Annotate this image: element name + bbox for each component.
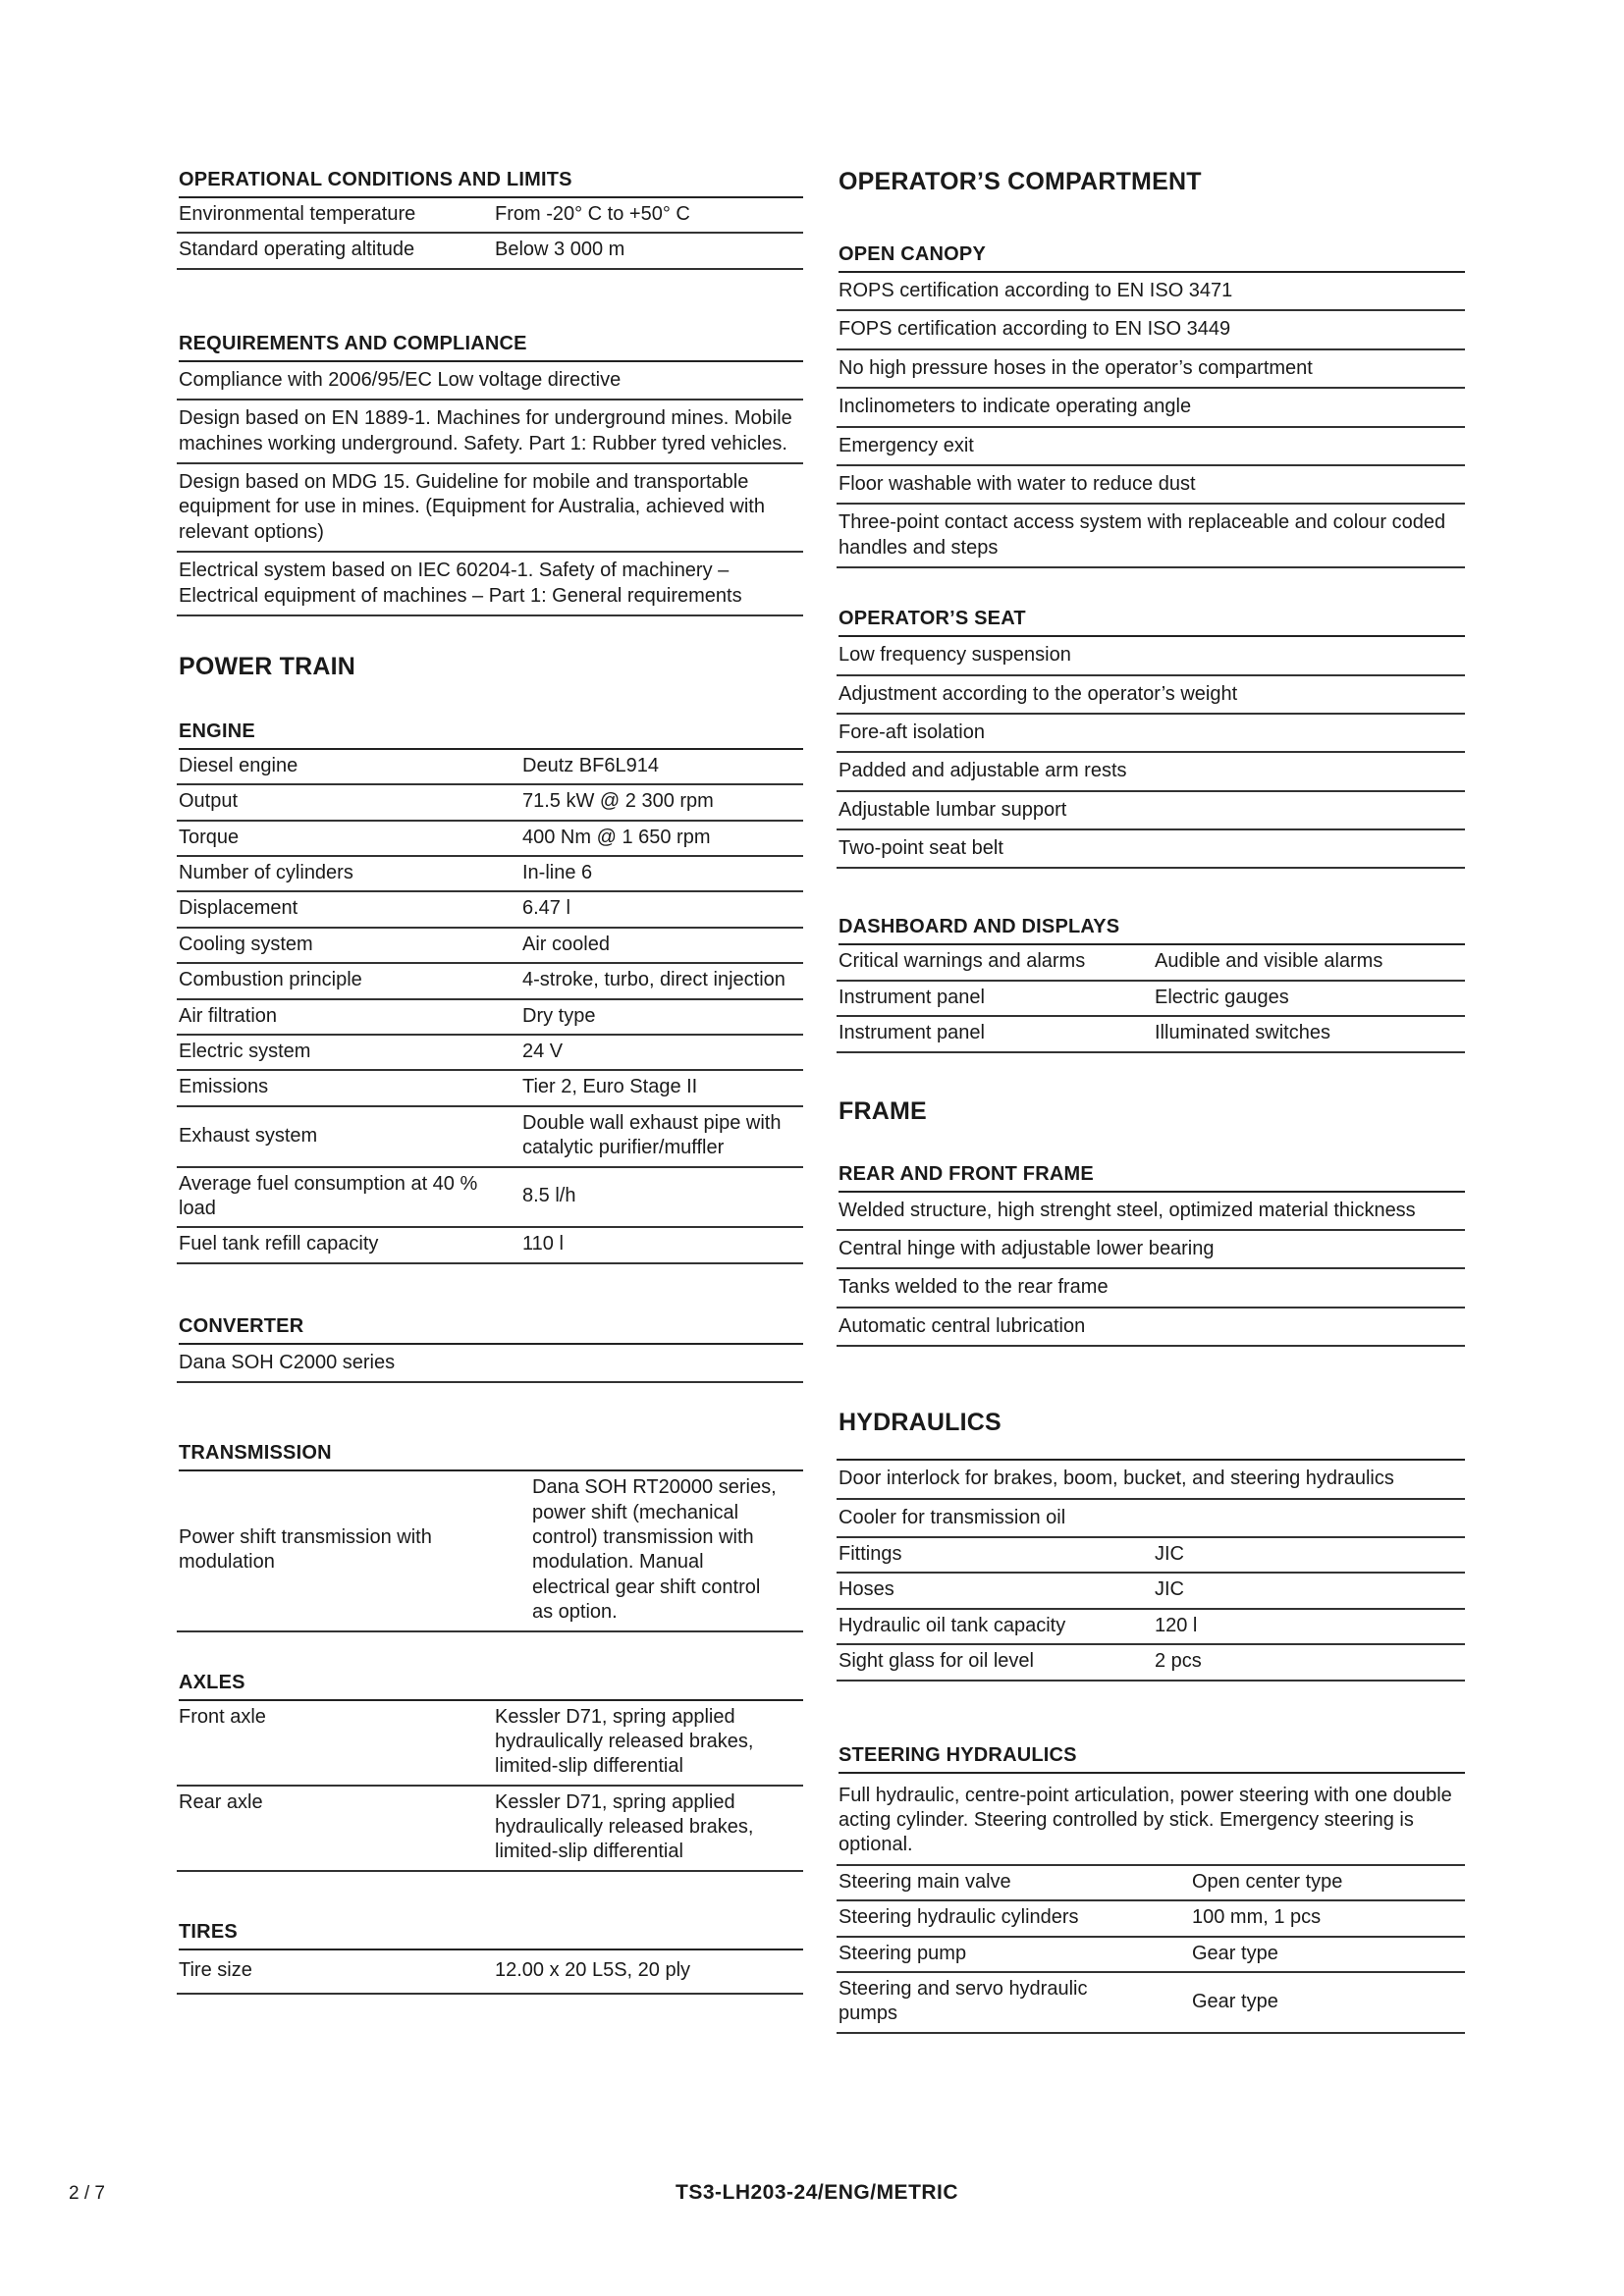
list-item: Door interlock for brakes, boom, bucket, and steering hydraulics [837,1461,1465,1499]
list-item: ROPS certification according to EN ISO 3471 [837,273,1465,311]
list-item: Low frequency suspension [837,637,1465,675]
table-row: Power shift transmission with modulation Dana SOH RT20000 series, power shift (mechanical control) transmission with modulation. Manual electrical gear shift control as option. [177,1471,803,1630]
list-item: Fore-aft isolation [837,715,1465,753]
spec-table [177,1950,803,1995]
section-title: DASHBOARD AND DISPLAYS [839,914,1465,945]
section-title: STEERING HYDRAULICS [839,1742,1465,1774]
spec-table [177,1471,803,1631]
table-row: Diesel engine Deutz BF6L914 [177,750,803,784]
list-item: Two-point seat belt [837,830,1465,869]
section-title: REAR AND FRONT FRAME [839,1161,1465,1193]
table-row: Hoses JIC [837,1573,1465,1608]
table-row: Combustion principle 4-stroke, turbo, direct injection [177,963,803,998]
list-item: Electrical system based on IEC 60204-1. Safety of machinery – Electrical equipment of machines – Part 1: General requirements [177,553,803,616]
table-row: Critical warnings and alarms Audible and visible alarms [837,945,1465,980]
list-item: Three-point contact access system with replaceable and colour coded handles and steps [837,505,1465,568]
table-row: Rear axle Kessler D71, spring applied hydraulically released brakes, limited-slip differential [177,1786,803,1871]
tires-section [177,1919,803,1995]
table-row: Hydraulic oil tank capacity 120 l [837,1609,1465,1644]
axles-section [177,1670,803,1872]
list-item: No high pressure hoses in the operator’s compartment [837,350,1465,389]
table-row: Steering pump Gear type [837,1937,1465,1972]
table-row: Exhaust system Double wall exhaust pipe with catalytic purifier/muffler [177,1106,803,1167]
document-code: TS3-LH203-24/ENG/METRIC [676,2181,959,2204]
section-title: TIRES [179,1919,803,1950]
section-title: OPEN CANOPY [839,241,1465,273]
list-item: Padded and adjustable arm rests [837,753,1465,791]
table-row: Front axle Kessler D71, spring applied hydraulically released brakes, limited-slip differential [177,1701,803,1786]
table-row: Average fuel consumption at 40 % load 8.5 l/h [177,1167,803,1228]
table-row: Steering and servo hydraulic pumps Gear type [837,1972,1465,2033]
power-train-title: POWER TRAIN [179,652,355,680]
frame-title: FRAME [839,1096,927,1125]
section-title: ENGINE [179,719,803,750]
dashboard-section [837,914,1465,1052]
spec-table [837,1538,1465,1682]
table-row: Cooling system Air cooled [177,928,803,963]
table-row: Instrument panel Electric gauges [837,981,1465,1016]
list-item: Adjustment according to the operator’s weight [837,676,1465,715]
table-row: Number of cylinders In-line 6 [177,856,803,891]
seat-section [837,606,1465,869]
list-item: Cooler for transmission oil [837,1500,1465,1538]
list-item: Design based on EN 1889-1. Machines for underground mines. Mobile machines working underground. Safety. Part 1: Rubber tyred vehicles. [177,400,803,464]
list-item: Dana SOH C2000 series [177,1345,803,1383]
table-row: Fittings JIC [837,1538,1465,1573]
table-row: Standard operating altitude Below 3 000 m [177,233,803,268]
list-item: Inclinometers to indicate operating angle [837,389,1465,427]
list-item: Central hinge with adjustable lower bearing [837,1231,1465,1269]
table-row: Displacement 6.47 l [177,891,803,927]
table-row: Environmental temperature From -20° C to +50° C [177,198,803,233]
section-title: CONVERTER [179,1313,803,1345]
list-item: Full hydraulic, centre-point articulation, power steering with one double acting cylinder. Steering controlled by stick. Emergency steering is optional. [837,1774,1465,1866]
section-title: REQUIREMENTS AND COMPLIANCE [179,331,803,362]
table-row: Fuel tank refill capacity 110 l [177,1227,803,1262]
right-column [837,167,1465,2034]
requirements-section [177,331,803,616]
list-item: Floor washable with water to reduce dust [837,466,1465,505]
spec-table [177,1701,803,1872]
table-row: Air filtration Dry type [177,999,803,1035]
transmission-section [177,1440,803,1631]
converter-section [177,1313,803,1383]
table-row: Torque 400 Nm @ 1 650 rpm [177,821,803,856]
section-title: OPERATOR’S SEAT [839,606,1465,637]
hydraulics-title: HYDRAULICS [839,1409,1001,1437]
spec-table [177,750,803,1264]
list-item: Tanks welded to the rear frame [837,1269,1465,1308]
frame-section [837,1161,1465,1348]
engine-section [177,719,803,1264]
section-title: OPERATIONAL CONDITIONS AND LIMITS [179,167,803,198]
list-item: Compliance with 2006/95/EC Low voltage directive [177,362,803,400]
table-row: Instrument panel Illuminated switches [837,1016,1465,1051]
list-item: Adjustable lumbar support [837,792,1465,830]
table-row: Steering main valve Open center type [837,1866,1465,1900]
table-row: Tire size 12.00 x 20 L5S, 20 ply [177,1950,803,1994]
operator-compartment-title: OPERATOR’S COMPARTMENT [839,168,1202,195]
open-canopy-section [837,241,1465,568]
spec-table [177,198,803,270]
list-item: Emergency exit [837,428,1465,466]
hydraulics-section [837,1459,1465,1681]
page-number: 2 / 7 [69,2183,105,2204]
table-row: Steering hydraulic cylinders 100 mm, 1 pcs [837,1900,1465,1936]
operational-section [177,167,803,270]
table-row: Emissions Tier 2, Euro Stage II [177,1070,803,1105]
list-item: Automatic central lubrication [837,1308,1465,1347]
spec-table [837,945,1465,1052]
list-item: FOPS certification according to EN ISO 3449 [837,311,1465,349]
section-title: TRANSMISSION [179,1440,803,1471]
list-item: Welded structure, high strenght steel, optimized material thickness [837,1193,1465,1231]
left-column [177,167,803,1995]
section-title: AXLES [179,1670,803,1701]
table-row: Electric system 24 V [177,1035,803,1070]
spec-table [837,1866,1465,2034]
list-item: Design based on MDG 15. Guideline for mobile and transportable equipment for use in mines. (Equipment for Australia, achieved with relevant options) [177,464,803,553]
table-row: Sight glass for oil level 2 pcs [837,1644,1465,1680]
steering-section [837,1742,1465,2034]
table-row: Output 71.5 kW @ 2 300 rpm [177,784,803,820]
